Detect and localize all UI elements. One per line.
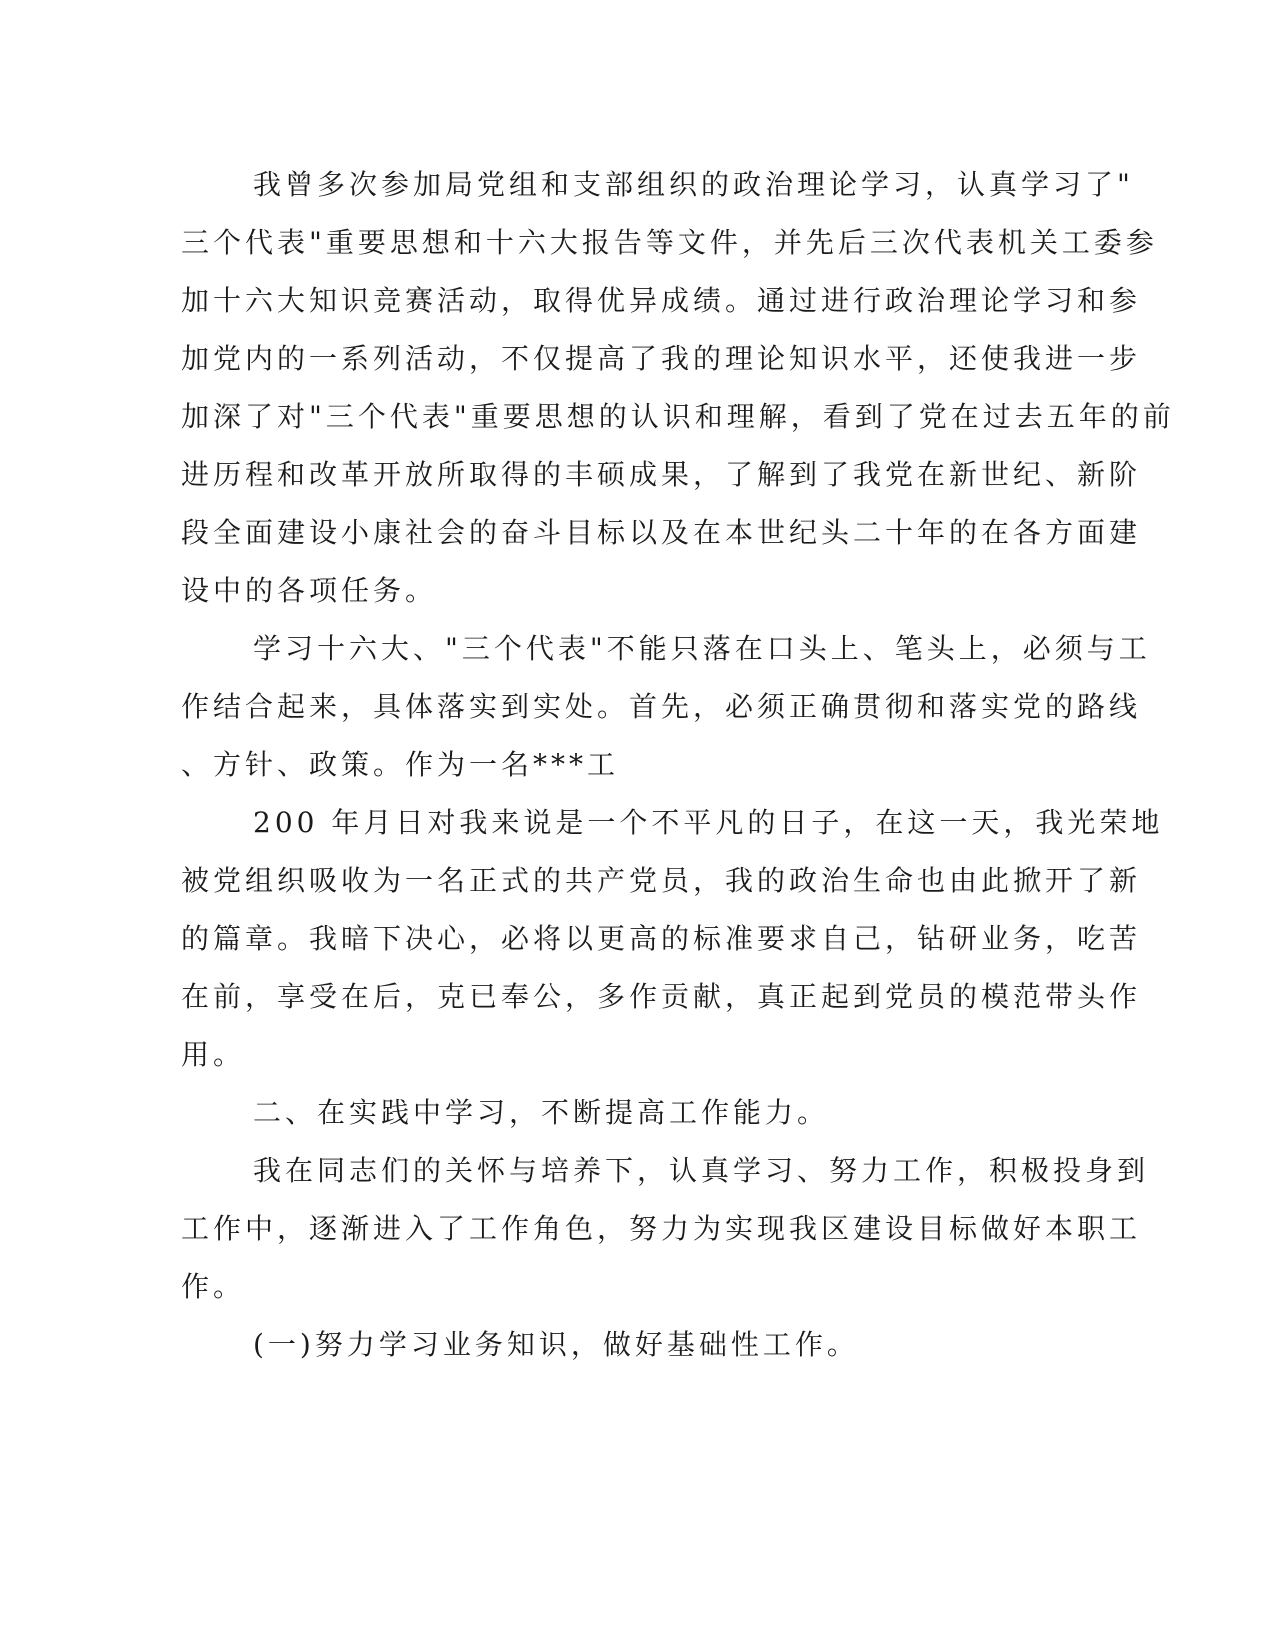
text-line: 我在同志们的关怀与培养下，认真学习、努力工作，积极投身到	[253, 1154, 1150, 1187]
subsection-heading	[181, 1316, 1036, 1374]
document-body	[181, 156, 1175, 1374]
text-line: 的篇章。我暗下决心，必将以更高的标准要求自己，钻研业务，吃苦	[181, 922, 1142, 955]
paragraph-2	[181, 620, 1151, 794]
paragraph-4	[181, 1142, 1150, 1316]
text-line: 设中的各项任务。	[181, 574, 438, 607]
text-line: 我曾多次参加局党组和支部组织的政治理论学习，认真学习了"	[253, 168, 1134, 201]
text-line: 学习十六大、"三个代表"不能只落在口头上、笔头上，必须与工	[253, 632, 1151, 665]
text-line: 作结合起来，具体落实到实处。首先，必须正确贯彻和落实党的路线	[181, 690, 1142, 723]
text-line: 加深了对"三个代表"重要思想的认识和理解，看到了党在过去五年的前	[181, 400, 1175, 433]
paragraph-3	[181, 794, 1164, 1084]
text-line: (一)努力学习业务知识，做好基础性工作。	[253, 1328, 859, 1361]
text-line: 用。	[181, 1038, 246, 1071]
text-line: 加党内的一系列活动，不仅提高了我的理论知识水平，还使我进一步	[181, 342, 1142, 375]
text-line: 200 年月日对我来说是一个不平凡的日子，在这一天，我光荣地	[253, 806, 1164, 839]
text-line: 作。	[181, 1270, 246, 1303]
text-line: 进历程和改革开放所取得的丰硕成果，了解到了我党在新世纪、新阶	[181, 458, 1142, 491]
text-line: 、方针、政策。作为一名***工	[181, 748, 620, 781]
paragraph-1	[181, 156, 1175, 620]
text-line: 三个代表"重要思想和十六大报告等文件，并先后三次代表机关工委参	[181, 226, 1158, 259]
text-line: 在前，享受在后，克已奉公，多作贡献，真正起到党员的模范带头作	[181, 980, 1142, 1013]
text-line: 二、在实践中学习，不断提高工作能力。	[253, 1096, 830, 1129]
text-line: 段全面建设小康社会的奋斗目标以及在本世纪头二十年的在各方面建	[181, 516, 1142, 549]
text-line: 被党组织吸收为一名正式的共产党员，我的政治生命也由此掀开了新	[181, 864, 1142, 897]
text-line: 工作中，逐渐进入了工作角色，努力为实现我区建设目标做好本职工	[181, 1212, 1142, 1245]
text-line: 加十六大知识竞赛活动，取得优异成绩。通过进行政治理论学习和参	[181, 284, 1142, 317]
section-heading	[181, 1084, 1036, 1142]
